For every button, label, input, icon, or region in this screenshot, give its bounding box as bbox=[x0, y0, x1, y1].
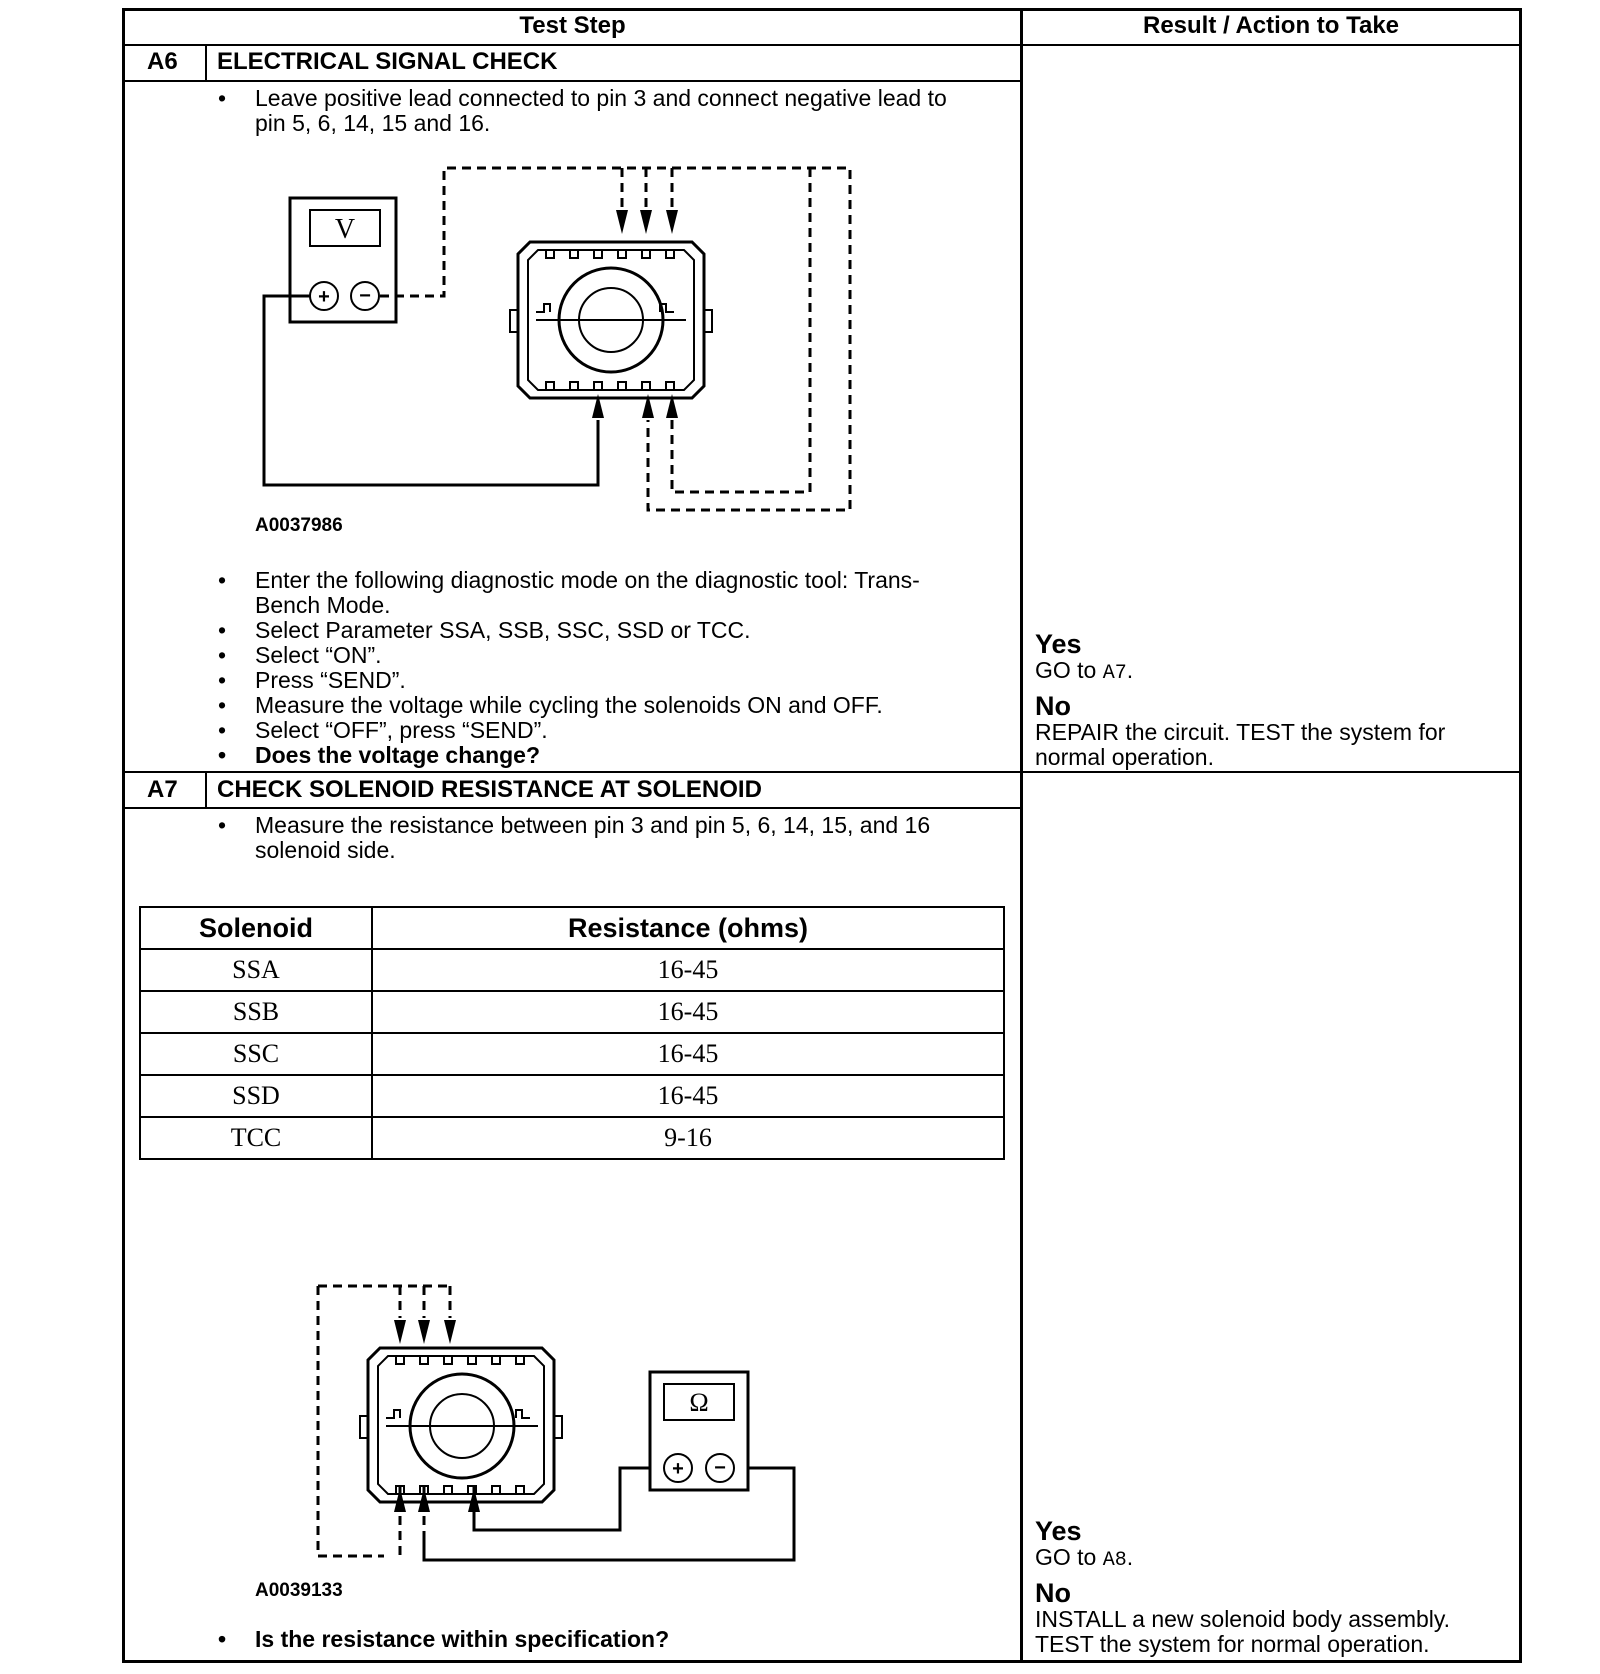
cell-resistance: 16-45 bbox=[372, 991, 1004, 1033]
a7-question: • Is the resistance within specification? bbox=[218, 1627, 978, 1652]
a7-ohmmeter-diagram bbox=[300, 1236, 820, 1566]
list-item: • Select “ON”. bbox=[218, 643, 948, 668]
list-item: • Select Parameter SSA, SSB, SSC, SSD or TCC. bbox=[218, 618, 948, 643]
a6-voltmeter-diagram bbox=[230, 150, 870, 520]
svg-text:−: − bbox=[359, 285, 371, 307]
table-row bbox=[140, 1075, 1004, 1117]
table-row bbox=[140, 1117, 1004, 1159]
a6-no-label: No bbox=[1035, 691, 1071, 721]
a7-result bbox=[1035, 1517, 1510, 1657]
ohmmeter-symbol: Ω bbox=[689, 1388, 709, 1417]
table-row bbox=[140, 949, 1004, 991]
a6-instructions-post bbox=[218, 568, 948, 768]
cell-solenoid: SSC bbox=[140, 1033, 372, 1075]
table-row bbox=[140, 1033, 1004, 1075]
a6-figure-id: A0037986 bbox=[255, 515, 343, 536]
svg-text:+: + bbox=[318, 286, 330, 308]
list-item: • Enter the following diagnostic mode on the diagnostic tool: Trans-Bench Mode. bbox=[218, 568, 948, 618]
header-solenoid: Solenoid bbox=[140, 907, 372, 949]
step-title-a6: ELECTRICAL SIGNAL CHECK bbox=[217, 48, 558, 75]
a7-yes-label: Yes bbox=[1035, 1516, 1082, 1546]
a7-yes-ref-link[interactable]: A8 bbox=[1102, 1549, 1127, 1572]
a6-yes-label: Yes bbox=[1035, 629, 1082, 659]
cell-solenoid: SSB bbox=[140, 991, 372, 1033]
cell-resistance: 16-45 bbox=[372, 1033, 1004, 1075]
list-item: • Measure the voltage while cycling the solenoids ON and OFF. bbox=[218, 693, 948, 718]
step-id-a6: A6 bbox=[147, 48, 178, 75]
a6-yes-action: GO to A7. bbox=[1035, 657, 1134, 685]
step-title-a7: CHECK SOLENOID RESISTANCE AT SOLENOID bbox=[217, 776, 762, 803]
header-result-action: Result / Action to Take bbox=[1142, 12, 1400, 39]
a7-instructions-pre bbox=[218, 813, 978, 863]
list-item: • Measure the resistance between pin 3 and pin 5, 6, 14, 15, and 16 solenoid side. bbox=[218, 813, 978, 863]
cell-solenoid: TCC bbox=[140, 1117, 372, 1159]
cell-resistance: 9-16 bbox=[372, 1117, 1004, 1159]
voltmeter-symbol: V bbox=[334, 214, 356, 245]
a6-question: • Does the voltage change? bbox=[218, 743, 948, 768]
list-item: • Press “SEND”. bbox=[218, 668, 948, 693]
step-id-a7: A7 bbox=[147, 776, 178, 803]
a7-no-action: INSTALL a new solenoid body assembly. TEST the system for normal operation. bbox=[1035, 1606, 1451, 1657]
list-item: • Leave positive lead connected to pin 3 and connect negative lead to pin 5, 6, 14, 15 and 16. bbox=[218, 86, 948, 136]
a6-yes-ref-link[interactable]: A7 bbox=[1102, 662, 1127, 685]
table-row bbox=[140, 991, 1004, 1033]
cell-solenoid: SSA bbox=[140, 949, 372, 991]
cell-resistance: 16-45 bbox=[372, 1075, 1004, 1117]
a7-instructions-post bbox=[218, 1627, 978, 1652]
svg-text:−: − bbox=[714, 1457, 726, 1479]
header-test-step: Test Step bbox=[519, 12, 626, 39]
a7-yes-action: GO to A8. bbox=[1035, 1544, 1134, 1572]
resistance-table bbox=[139, 906, 1005, 1160]
cell-solenoid: SSD bbox=[140, 1075, 372, 1117]
table-header-row bbox=[140, 907, 1004, 949]
a6-instructions-pre bbox=[218, 86, 948, 136]
svg-text:+: + bbox=[672, 1458, 684, 1480]
list-item: • Select “OFF”, press “SEND”. bbox=[218, 718, 948, 743]
a7-no-label: No bbox=[1035, 1578, 1071, 1608]
header-resistance: Resistance (ohms) bbox=[372, 907, 1004, 949]
a7-figure-id: A0039133 bbox=[255, 1580, 343, 1601]
cell-resistance: 16-45 bbox=[372, 949, 1004, 991]
a6-result bbox=[1035, 630, 1505, 770]
a6-no-action: REPAIR the circuit. TEST the system for normal operation. bbox=[1035, 719, 1446, 770]
